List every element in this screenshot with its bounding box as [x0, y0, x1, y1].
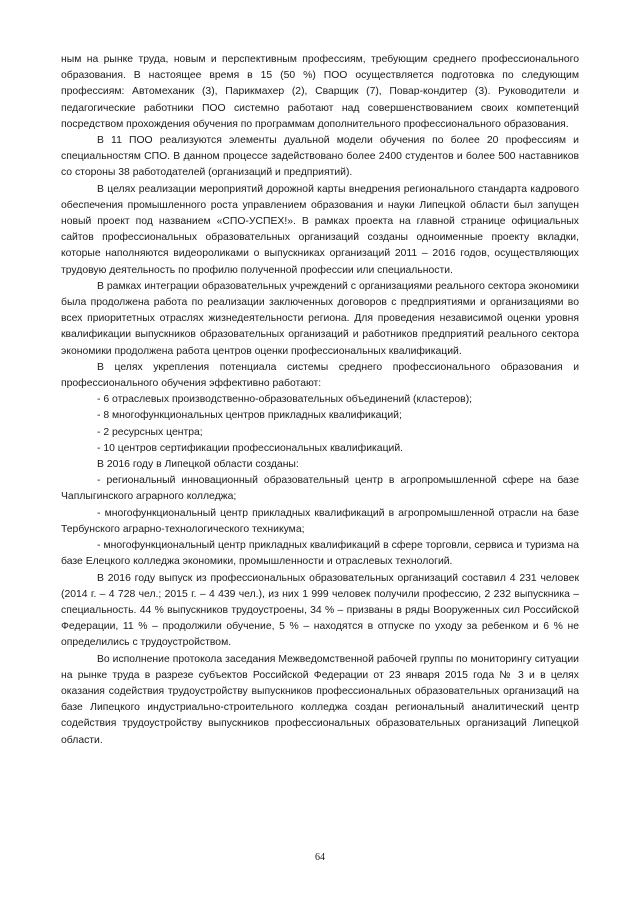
paragraph-integration: В рамках интеграции образовательных учреждений с организациями реального сектора экономики была продолжена работа по реализации заключенных договоров с предприятиями и организациями во всех приоритетных отраслях жизнедеятельности региона. Для проведения независимой оценки уровня квалификации выпускников образовательных организаций и работников предприятий реального сектора экономики продолжена работа центров оценки профессиональных квалификаций.: [61, 280, 579, 357]
list-item-certification-centers: - 10 центров сертификации профессиональных квалификаций.: [97, 442, 404, 454]
paragraph-spo-uspeh: В целях реализации мероприятий дорожной карты внедрения регионального стандарта кадрового обеспечения промышленного роста управлением образования и науки Липецкой области был запущен новый проект под названием «СПО-УСПЕХ!». В рамках проекта на главной странице официальных сайтов профессиональных образовательных организаций созданы одноименные проекту вкладки, которые наполняются видеороликами о выпускниках организаций 2011 – 2016 годов, осуществляющих трудовую деятельность по профилю полученной профессии или специальности.: [61, 183, 579, 276]
list-item-clusters: - 6 отраслевых производственно-образовательных объединений (кластеров);: [97, 394, 473, 406]
paragraph-graduates-2016: В 2016 году выпуск из профессиональных образовательных организаций составил 4 231 человек (2014 г. – 4 728 чел.; 2015 г. – 4 439 чел.), из них 1 999 человек получили профессию, 2 232 выпускника – специальность. 44 % выпускников трудоустроены, 34 % – призваны в ряды Вооруженных сил Российской Федерации, 11 % – продолжили обучение, 5 % – находятся в отпуске по уходу за ребенком и 6 % не определились с трудоустройством.: [61, 572, 579, 649]
paragraph-continuation: ным на рынке труда, новым и перспективным профессиям, требующим среднего профессионального образования. В настоящее время в 15 (50 %) ПОО осуществляется подготовка по следующим профессиям: Автомеханик (3), Парикмахер (2), Сварщик (7), Повар-кондитер (3). Руководители и педагогические работники ПОО системно работают над совершенствованием своих компетенций посредством прохождения обучения по программам дополнительного профессионального образования.: [61, 54, 579, 130]
paragraph-strengthening: В целях укрепления потенциала системы среднего профессионального образования и профессионального обучения эффективно работают:: [61, 361, 579, 390]
page-number: 64: [315, 852, 325, 863]
list-item-trade-center: - многофункциональный центр прикладных квалификаций в сфере торговли, сервиса и туризма на базе Елецкого колледжа экономики, промышленности и отраслевых технологий.: [61, 540, 579, 568]
paragraph-analytic-center: Во исполнение протокола заседания Межведомственной рабочей группы по мониторингу ситуации на рынке труда в разрезе субъектов Российской Федерации от 23 января 2015 года № 3 и в целях оказания содействия трудоустройству выпускников профессиональных образовательных организаций на базе Липецкого индустриально-строительного колледжа создан региональный аналитический центр содействия трудоустройству выпускников профессиональных образовательных организаций Липецкой области.: [61, 653, 579, 746]
list-item-qualification-centers: - 8 многофункциональных центров прикладных квалификаций;: [97, 410, 402, 422]
list-item-innovation-center: - региональный инновационный образовательный центр в агропромышленной сфере на базе Чаплыгинского аграрного колледжа;: [61, 475, 579, 503]
paragraph-dual-model: В 11 ПОО реализуются элементы дуальной модели обучения по более 20 профессиям и специальностям СПО. В данном процессе задействовано более 2400 студентов и более 500 наставников со стороны 38 работодателей (организаций и предприятий).: [61, 135, 579, 179]
list-item-agro-center: - многофункциональный центр прикладных квалификаций в агропромышленной отрасли на базе Тербунского аграрно-технологического техникума;: [61, 507, 579, 535]
body-text: [61, 52, 579, 749]
list-item-resource-centers: - 2 ресурсных центра;: [97, 426, 203, 438]
paragraph-created-2016: В 2016 году в Липецкой области созданы:: [97, 459, 299, 471]
